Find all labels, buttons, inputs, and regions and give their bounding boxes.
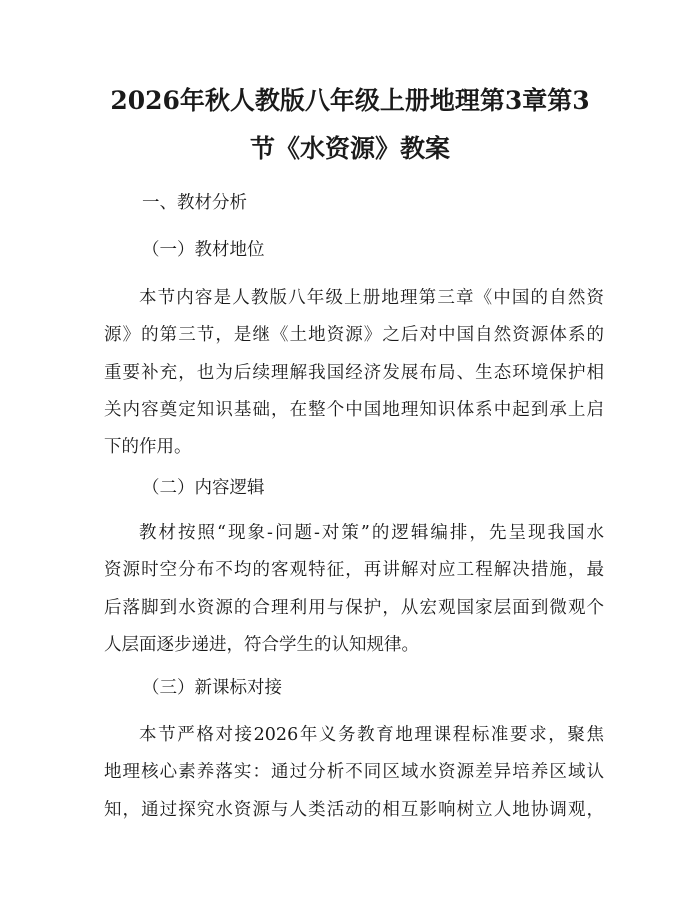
paragraph-line: 资源时空分布不均的客观特征，再讲解对应工程解决措施，最 bbox=[104, 560, 604, 581]
paragraph-content-logic bbox=[104, 522, 604, 671]
paragraph-line: 本节严格对接2026年义务教育地理课程标准要求，聚焦 bbox=[139, 725, 604, 745]
paragraph-line: 人层面逐步递进，符合学生的认知规律。 bbox=[104, 634, 419, 655]
subheading-curriculum-alignment: （三）新课标对接 bbox=[142, 678, 282, 698]
document-title-line-1: 2026年秋人教版八年级上册地理第3章第3 bbox=[110, 86, 590, 115]
paragraph-line: 源》的第三节，是继《土地资源》之后对中国自然资源体系的 bbox=[104, 325, 604, 346]
paragraph-line: 后落脚到水资源的合理利用与保护，从宏观国家层面到微观个 bbox=[104, 597, 604, 618]
paragraph-textbook-position bbox=[104, 287, 604, 473]
section-heading-textbook-analysis: 一、教材分析 bbox=[142, 193, 247, 213]
paragraph-line: 教材按照“现象-问题-对策”的逻辑编排，先呈现我国水 bbox=[139, 523, 604, 543]
paragraph-curriculum-alignment bbox=[104, 724, 604, 836]
paragraph-line: 地理核心素养落实：通过分析不同区域水资源差异培养区域认 bbox=[104, 762, 604, 783]
paragraph-line: 关内容奠定知识基础，在整个中国地理知识体系中起到承上启 bbox=[104, 399, 604, 420]
document-title-line-2: 节《水资源》教案 bbox=[249, 134, 450, 163]
paragraph-line: 本节内容是人教版八年级上册地理第三章《中国的自然资 bbox=[139, 288, 604, 308]
subheading-content-logic: （二）内容逻辑 bbox=[142, 478, 265, 498]
paragraph-line: 下的作用。 bbox=[104, 437, 192, 458]
paragraph-line: 知，通过探究水资源与人类活动的相互影响树立人地协调观， bbox=[104, 799, 604, 820]
subheading-textbook-position: （一）教材地位 bbox=[142, 240, 265, 260]
paragraph-line: 重要补充，也为后续理解我国经济发展布局、生态环境保护相 bbox=[104, 362, 604, 383]
